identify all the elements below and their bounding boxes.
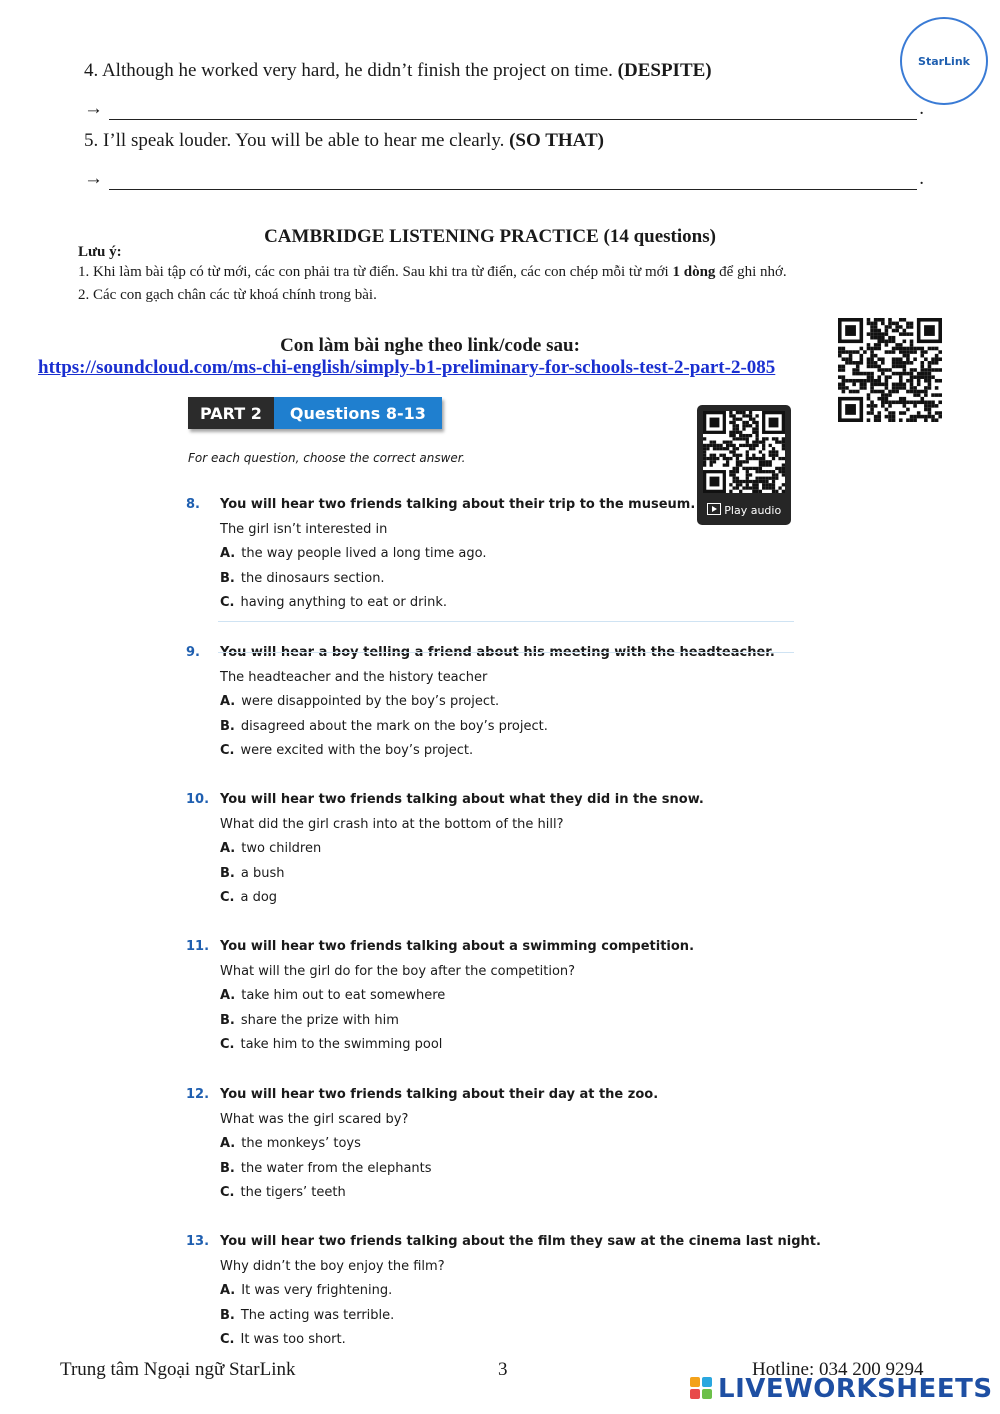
question-stem-row [186,1255,806,1280]
answer-option[interactable] [186,1328,806,1353]
answer-line-5[interactable] [84,168,924,190]
question-heading: You will hear two friends talking about a swimming competition. [220,939,695,954]
note-1-text: 1. Khi làm bài tập có từ mới, các con phải tra từ điển. Sau khi tra từ điển, các con chép mỗi từ mới [78,264,673,280]
question-12 [186,1083,806,1206]
question-stem: What will the girl do for the boy after the competition? [220,963,576,979]
answer-option[interactable] [186,690,806,715]
question-13 [186,1230,821,1353]
option-letter: A. [220,694,236,710]
answer-option[interactable] [186,886,806,911]
question-stem: The headteacher and the history teacher [220,669,488,685]
option-text: were disappointed by the boy’s project. [241,694,500,710]
exercise-sentence: Although he worked very hard, he didn’t finish the project on time. [101,60,613,81]
hotline: Hotline: 034 200 9294 [752,1359,924,1380]
question-heading: You will hear two friends talking about the film they saw at the cinema last night. [220,1234,821,1249]
question-number: 10. [186,792,210,807]
option-text: the tigers’ teeth [240,1185,346,1201]
answer-option[interactable] [186,1181,806,1206]
question-heading-row [186,788,806,813]
answer-blank[interactable] [109,103,917,120]
page-number: 3 [498,1359,508,1380]
question-heading: You will hear a boy telling a friend about his meeting with the headteacher. [220,645,775,660]
option-content [220,984,445,1009]
option-text: The acting was terrible. [240,1307,395,1323]
question-heading-row [186,493,806,518]
question-stem-row [186,813,806,838]
option-letter: A. [220,841,236,857]
watermark-text: LIVEWORKSHEETS [718,1374,993,1404]
soundcloud-link[interactable]: https://soundcloud.com/ms-chi-english/simply-b1-preliminary-for-schools-test-2-part-2-085 [38,357,776,378]
option-text: It was very frightening. [241,1283,393,1299]
option-content [220,1328,346,1353]
option-content [220,1033,442,1058]
option-content [220,1009,399,1034]
option-content [220,886,277,911]
option-letter: A. [220,1283,236,1299]
answer-option[interactable] [186,1279,806,1304]
option-text: take him to the swimming pool [240,1037,443,1053]
answer-option[interactable] [186,1033,806,1058]
question-stem: Why didn’t the boy enjoy the film? [220,1258,445,1274]
question-stem-row [186,666,806,691]
question-heading-row [186,641,806,666]
divider [218,652,794,653]
question-number: 8. [186,497,200,512]
answer-option[interactable] [186,1157,806,1182]
question-number: 13. [186,1234,210,1249]
instruction: For each question, choose the correct answer. [188,451,466,465]
option-letter: A. [220,1136,236,1152]
option-text: having anything to eat or drink. [240,595,448,611]
option-letter: C. [220,1037,235,1053]
question-number: 11. [186,939,210,954]
part-header [188,397,442,429]
question-heading: You will hear two friends talking about their day at the zoo. [220,1087,659,1102]
option-content [220,739,473,764]
option-letter: A. [220,546,236,562]
option-letter: C. [220,595,235,611]
answer-option[interactable] [186,984,806,1009]
part-label: PART 2 [188,397,274,429]
question-8 [186,493,806,616]
option-text: two children [241,841,322,857]
answer-option[interactable] [186,1009,806,1034]
question-heading: You will hear two friends talking about what they did in the snow. [220,792,704,807]
option-text: a dog [240,890,278,906]
question-number: 9. [186,645,200,660]
note-1 [78,264,787,281]
option-text: a bush [240,865,285,881]
question-10 [186,788,806,911]
qr-code-icon [838,318,942,422]
option-content [220,715,548,740]
option-content [220,591,447,616]
option-text: share the prize with him [240,1012,399,1028]
question-heading-row [186,1230,821,1255]
question-stem: What was the girl scared by? [220,1111,409,1127]
option-text: the dinosaurs section. [240,570,385,586]
question-9 [186,641,806,764]
exercise-4 [84,60,712,82]
answer-option[interactable] [186,591,806,616]
option-text: the monkeys’ toys [241,1136,361,1152]
note-1-tail: để ghi nhớ. [715,264,787,280]
option-content [220,567,385,592]
option-content [220,862,284,887]
play-audio-label: Play audio [724,504,782,517]
answer-option[interactable] [186,739,806,764]
option-content [220,1304,394,1329]
option-content [220,837,321,862]
note-2: 2. Các con gạch chân các từ khoá chính trong bài. [78,287,377,303]
answer-option[interactable] [186,542,806,567]
question-stem-row [186,960,806,985]
option-text: were excited with the boy’s project. [240,743,474,759]
question-number: 12. [186,1087,210,1102]
option-letter: A. [220,988,236,1004]
option-letter: B. [220,1160,235,1176]
note-1-bold: 1 dòng [672,264,716,280]
questions-range: Questions 8-13 [274,397,442,429]
answer-option[interactable] [186,715,806,740]
question-heading-row [186,935,806,960]
answer-end: . [919,168,924,189]
audio-qr-icon [703,411,785,493]
option-letter: C. [220,743,235,759]
arrow-icon: → [84,98,103,119]
question-heading-row [186,1083,806,1108]
option-text: the way people lived a long time ago. [241,546,487,562]
option-text: the water from the elephants [240,1160,432,1176]
option-letter: C. [220,1332,235,1348]
question-stem: What did the girl crash into at the bottom of the hill? [220,816,564,832]
starlink-logo [900,17,988,105]
option-letter: B. [220,570,235,586]
divider [218,621,794,622]
answer-option[interactable] [186,837,806,862]
exercise-keyword: (SO THAT) [509,130,604,151]
option-text: disagreed about the mark on the boy’s project. [240,718,548,734]
option-text: take him out to eat somewhere [241,988,446,1004]
arrow-icon: → [84,168,103,189]
exercise-5 [84,130,604,152]
option-content [220,1132,361,1157]
option-letter: B. [220,1307,235,1323]
footer-center-name: Trung tâm Ngoại ngữ StarLink [60,1359,296,1380]
link-title: Con làm bài nghe theo link/code sau: [280,335,580,356]
option-letter: B. [220,865,235,881]
logo-text: StarLink [918,54,970,68]
liveworksheets-logo-icon [690,1377,714,1401]
exercise-keyword: (DESPITE) [617,60,712,81]
option-letter: B. [220,1012,235,1028]
option-content [220,1279,392,1304]
answer-end: . [919,98,924,119]
liveworksheets-watermark [690,1374,993,1404]
question-11 [186,935,806,1058]
option-content [220,1157,432,1182]
option-content [220,542,487,567]
option-content [220,1181,346,1206]
answer-blank[interactable] [109,173,917,190]
option-letter: C. [220,890,235,906]
answer-option[interactable] [186,1304,806,1329]
answer-option[interactable] [186,862,806,887]
section-title: CAMBRIDGE LISTENING PRACTICE (14 questions) [264,226,716,247]
option-content [220,690,499,715]
answer-option[interactable] [186,567,806,592]
exercise-number: 4. [84,60,99,81]
option-letter: B. [220,718,235,734]
exercise-number: 5. [84,130,99,151]
option-text: It was too short. [240,1332,346,1348]
exercise-sentence: I’ll speak louder. You will be able to hear me clearly. [103,130,505,151]
option-letter: C. [220,1185,235,1201]
question-stem: The girl isn’t interested in [220,521,388,537]
question-stem-row [186,1108,806,1133]
note-label: Lưu ý: [78,244,122,260]
answer-line-4[interactable] [84,98,924,120]
question-stem-row [186,518,806,543]
question-heading: You will hear two friends talking about their trip to the museum. [220,497,696,512]
answer-option[interactable] [186,1132,806,1157]
